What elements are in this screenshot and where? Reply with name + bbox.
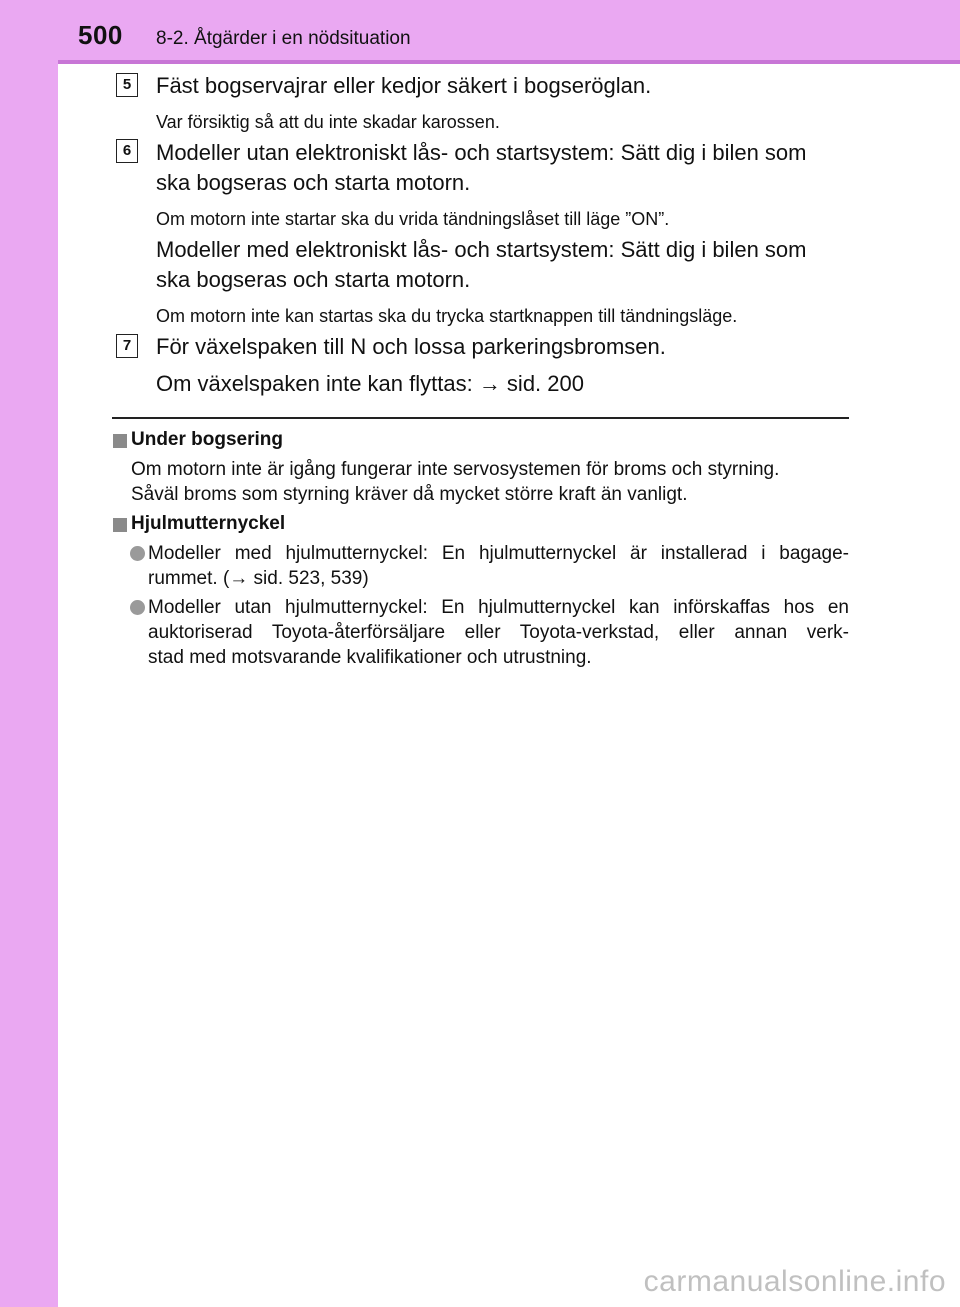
step-badge-7: 7	[116, 334, 138, 358]
step-6-text-line1: Modeller utan elektroniskt lås- och startsystem: Sätt dig i bilen som	[156, 140, 807, 165]
step-5-note: Var försiktig så att du inte skadar karossen.	[156, 112, 500, 132]
step-badge-6: 6	[116, 139, 138, 163]
bullet-1-line-2: rummet. (→ sid. 523, 539)	[148, 568, 369, 589]
step-6-note-1: Om motorn inte startar ska du vrida tändningslåset till läge ”ON”.	[156, 209, 670, 229]
note-towing-line-1: Om motorn inte är igång fungerar inte servosystemen för broms och styrning.	[131, 459, 780, 480]
bullet-2-line-1: Modeller utan hjulmutternyckel: En hjulmutternyckel kan införskaffas hos en	[148, 597, 849, 618]
bullet-2-line-2: auktoriserad Toyota-återförsäljare eller Toyota-verkstad, eller annan verk-	[148, 622, 849, 643]
header-band	[0, 0, 960, 60]
section-divider	[112, 417, 849, 419]
step-6-text-line2: ska bogseras och starta motorn.	[156, 170, 471, 195]
bullet-1-line-1: Modeller med hjulmutternyckel: En hjulmutternyckel är installerad i bagage-	[148, 543, 849, 564]
step-6-alt-line1: Modeller med elektroniskt lås- och startsystem: Sätt dig i bilen som	[156, 237, 807, 262]
note-towing-line-2: Såväl broms som styrning kräver då mycket större kraft än vanligt.	[131, 484, 688, 505]
watermark: carmanualsonline.info	[643, 1265, 946, 1298]
header-rule	[58, 60, 960, 64]
square-bullet-icon	[113, 518, 127, 532]
step-5-text: Fäst bogservajrar eller kedjor säkert i bogseröglan.	[156, 73, 652, 98]
step-6-note-2: Om motorn inte kan startas ska du trycka startknappen till tändningsläge.	[156, 306, 738, 326]
side-color-strip	[0, 0, 58, 1307]
circle-bullet-icon	[130, 600, 145, 615]
step-7-subtext: Om växelspaken inte kan flyttas: → sid. 200	[156, 371, 584, 396]
page-number: 500	[78, 20, 123, 50]
note-heading-wheel-nut-key: Hjulmutternyckel	[131, 513, 286, 534]
step-7-text: För växelspaken till N och lossa parkeringsbromsen.	[156, 334, 666, 359]
note-heading-towing: Under bogsering	[131, 429, 284, 450]
step-6-alt-line2: ska bogseras och starta motorn.	[156, 267, 471, 292]
circle-bullet-icon	[130, 546, 145, 561]
bullet-2-line-3: stad med motsvarande kvalifikationer och utrustning.	[148, 647, 592, 668]
section-title: 8-2. Åtgärder i en nödsituation	[156, 28, 411, 49]
square-bullet-icon	[113, 434, 127, 448]
step-badge-5: 5	[116, 73, 138, 97]
